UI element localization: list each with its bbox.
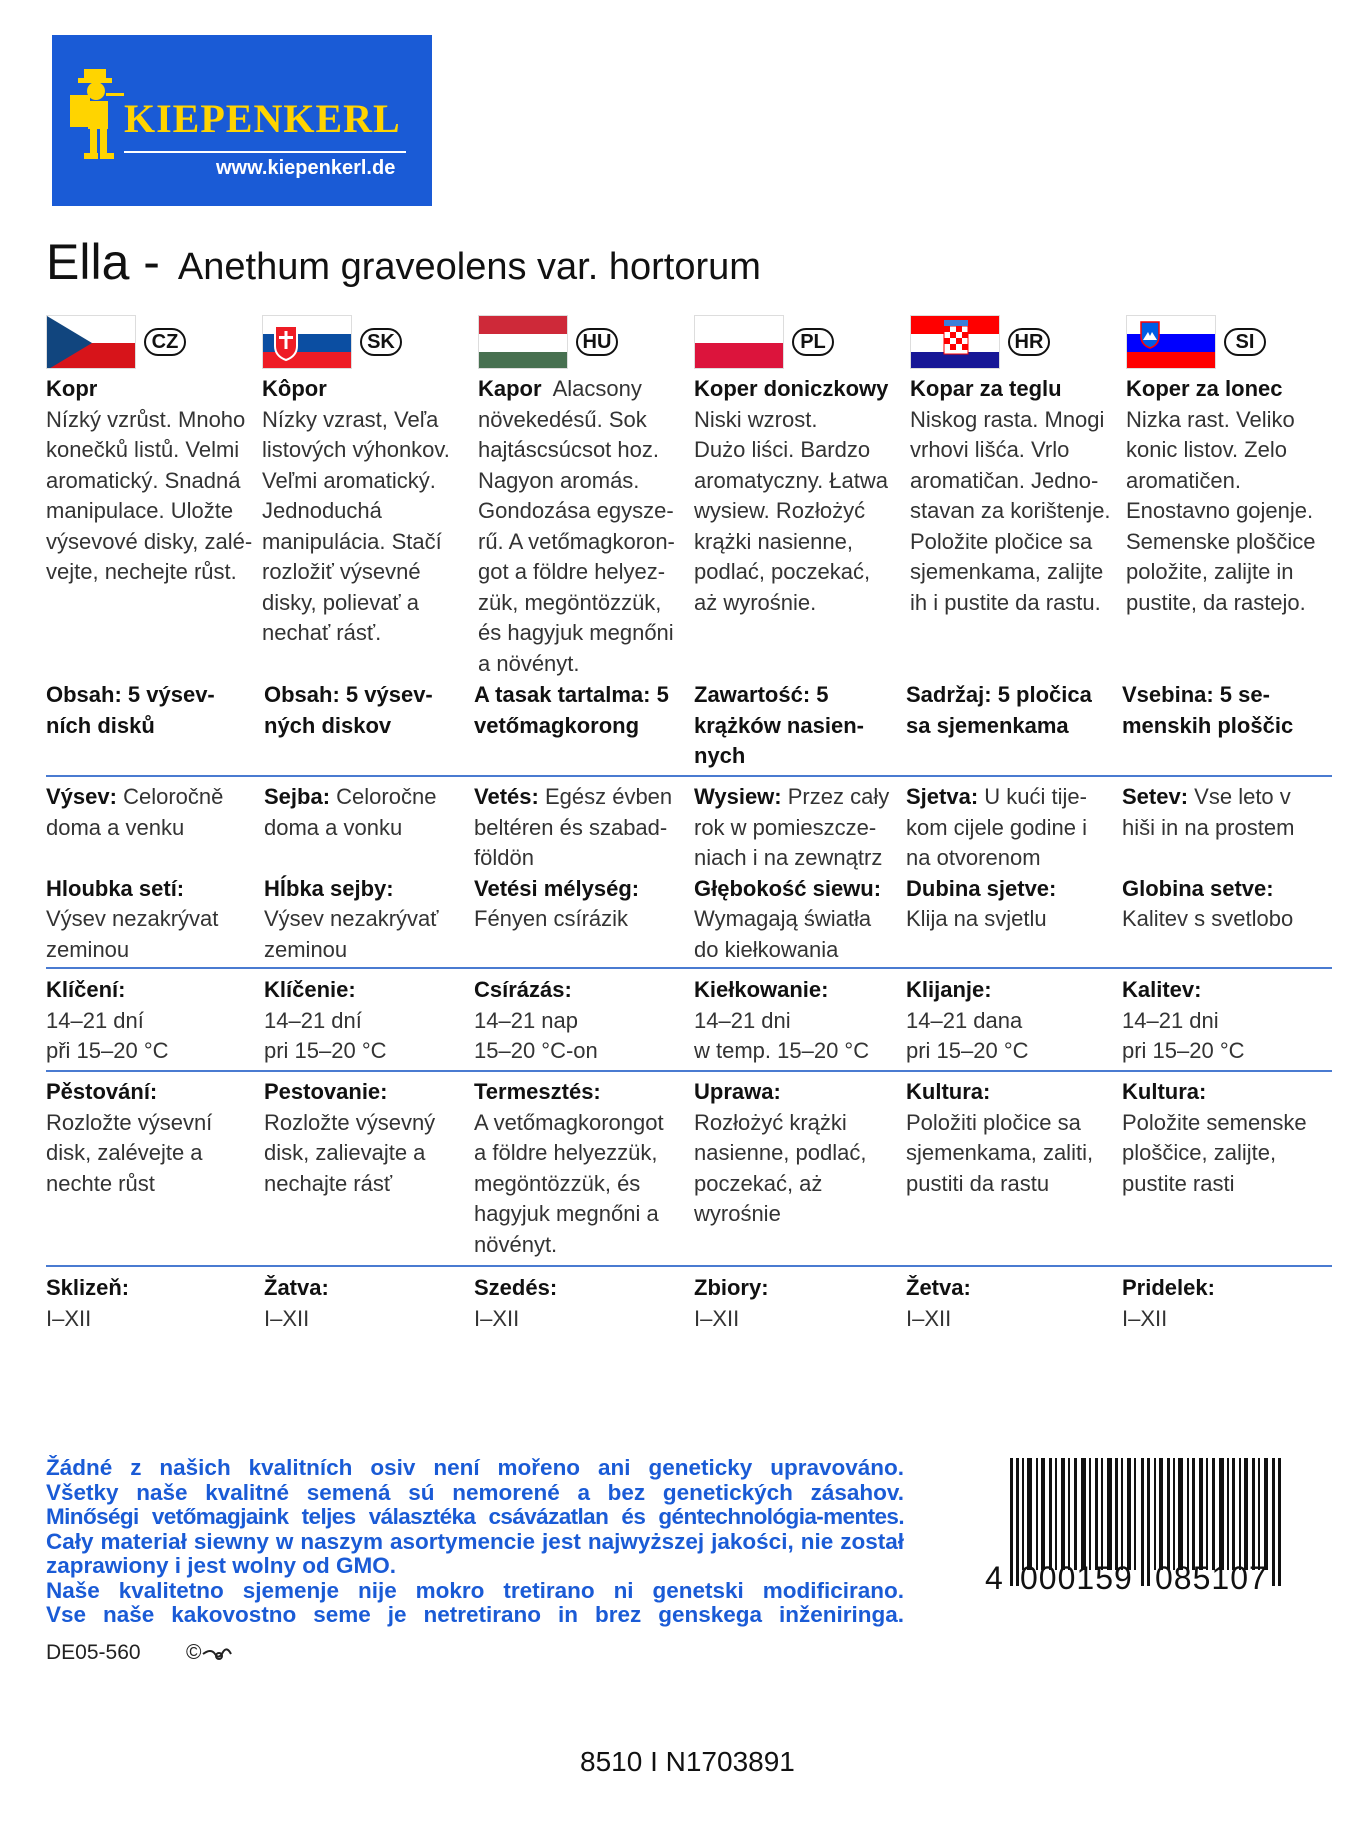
product-name-hu: Kapor bbox=[478, 376, 542, 401]
sowing-cz bbox=[46, 782, 256, 965]
cult-label: Termesztés: bbox=[474, 1079, 601, 1104]
harv-text: I–XII bbox=[474, 1305, 520, 1331]
depth-text: Fényen csírázik bbox=[474, 906, 629, 931]
sow-text: földön bbox=[474, 845, 534, 870]
desc-line: zük, megöntözzük, bbox=[478, 589, 662, 615]
desc-line: vejte, nechejte růst. bbox=[46, 559, 237, 584]
cultivation-hu bbox=[474, 1077, 664, 1260]
depth-label: Hĺbka sejby: bbox=[264, 875, 394, 901]
cult-text: poczekać, aż bbox=[694, 1170, 823, 1196]
content-line: vetőmagkorong bbox=[474, 712, 640, 738]
cult-label: Uprawa: bbox=[694, 1079, 781, 1104]
sow-label: Sjetva: bbox=[906, 784, 979, 809]
country-code-hu: HU bbox=[576, 328, 618, 356]
sow-label: Setev: bbox=[1122, 784, 1189, 809]
germ-text: 14–21 dní bbox=[264, 1007, 362, 1033]
desc-line: és hagyjuk megnőni bbox=[478, 620, 674, 645]
copyright-mark bbox=[186, 1641, 235, 1665]
desc-line: aromatičan. Jedno- bbox=[910, 467, 1099, 493]
cult-label: Kultura: bbox=[906, 1079, 991, 1104]
cult-text: sjemenkama, zaliti, bbox=[906, 1140, 1094, 1165]
product-name-cz: Kopr bbox=[46, 376, 98, 401]
product-name-si: Koper za lonec bbox=[1126, 376, 1283, 401]
germination-si bbox=[1122, 975, 1245, 1067]
content-line: sa sjemenkama bbox=[906, 712, 1069, 738]
product-name-sk: Kôpor bbox=[262, 376, 327, 401]
desc-line: aż wyrośnie. bbox=[694, 589, 817, 615]
sowing-hr bbox=[906, 782, 1121, 935]
variety-name: Ella - bbox=[46, 234, 160, 290]
desc-line: Nagyon aromás. bbox=[478, 467, 640, 493]
divider-4 bbox=[46, 1265, 1332, 1267]
harvest-si bbox=[1122, 1273, 1215, 1334]
barcode-digits-right: 085107 bbox=[1155, 1560, 1268, 1596]
cult-text: a földre helyezzük, bbox=[474, 1140, 658, 1165]
article-code: DE05-560 bbox=[46, 1641, 141, 1664]
desc-line: got a földre helyez- bbox=[478, 559, 666, 584]
desc-line: aromatický. Snadná bbox=[46, 467, 241, 493]
sow-text: na otvorenom bbox=[906, 845, 1041, 870]
cultivation-hr bbox=[906, 1077, 1093, 1199]
sowing-si bbox=[1122, 782, 1337, 935]
cultivation-si bbox=[1122, 1077, 1307, 1199]
desc-line: Gondozása egysze- bbox=[478, 498, 674, 523]
content-line: Obsah: 5 výsev- bbox=[264, 682, 433, 707]
content-line: Obsah: 5 výsev- bbox=[46, 682, 215, 707]
sowing-hu bbox=[474, 782, 689, 935]
desc-line: stavan za korištenje. bbox=[910, 498, 1111, 523]
content-line: menskih ploščic bbox=[1122, 712, 1294, 738]
germ-text: při 15–20 °C bbox=[46, 1038, 169, 1063]
hungarian-flag bbox=[478, 315, 568, 369]
desc-line: aromatyczny. Łatwa bbox=[694, 467, 889, 493]
content-hr bbox=[906, 680, 1092, 741]
desc-line: konečků listů. Velmi bbox=[46, 437, 240, 462]
description-si bbox=[1126, 374, 1336, 618]
desc-line: pustite, da rastejo. bbox=[1126, 589, 1306, 615]
harv-label: Žatva: bbox=[264, 1275, 329, 1300]
divider-1 bbox=[46, 775, 1332, 777]
germ-text: 14–21 dana bbox=[906, 1007, 1023, 1033]
germ-text: 15–20 °C-on bbox=[474, 1038, 598, 1063]
germ-label: Kiełkowanie: bbox=[694, 977, 829, 1002]
cult-text: Položiti pločice sa bbox=[906, 1109, 1081, 1135]
depth-text: Výsev nezakrývat bbox=[46, 906, 219, 931]
sow-text: doma a venku bbox=[46, 814, 185, 840]
sow-text: beltéren és szabad- bbox=[474, 814, 668, 840]
desc-line: Jednoduchá bbox=[262, 498, 382, 523]
desc-line: krążki nasienne, bbox=[694, 528, 853, 554]
germ-text: pri 15–20 °C bbox=[906, 1038, 1029, 1063]
germination-cz bbox=[46, 975, 169, 1067]
germination-sk bbox=[264, 975, 387, 1067]
sow-label: Sejba: bbox=[264, 784, 331, 809]
sow-label: Výsev: bbox=[46, 784, 117, 809]
desc-line: Niski wzrost. bbox=[694, 406, 818, 432]
desc-line: aromatičen. bbox=[1126, 467, 1241, 493]
cult-label: Pěstování: bbox=[46, 1079, 158, 1104]
content-pl bbox=[694, 680, 864, 772]
harvest-cz bbox=[46, 1273, 129, 1334]
product-name-hr: Kopar za teglu bbox=[910, 376, 1062, 401]
cult-label: Pestovanie: bbox=[264, 1079, 388, 1104]
divider-2 bbox=[46, 967, 1332, 969]
desc-line: vrhovi lišća. Vrlo bbox=[910, 437, 1070, 462]
sow-text: Egész évben bbox=[544, 784, 673, 809]
notice-line: Vse naše kakovostno seme je netretirano in brez genskega inženiringa. bbox=[46, 1602, 904, 1627]
depth-label: Głębokość siewu: bbox=[694, 875, 882, 901]
cult-text: Rozložte výsevný bbox=[264, 1109, 436, 1135]
germ-label: Klijanje: bbox=[906, 977, 992, 1002]
country-code-hr: HR bbox=[1008, 328, 1050, 356]
harv-text: I–XII bbox=[694, 1305, 740, 1331]
desc-line: Položite pločice sa bbox=[910, 528, 1093, 554]
germ-text: 14–21 dni bbox=[694, 1007, 791, 1033]
content-line: Sadržaj: 5 pločica bbox=[906, 682, 1092, 707]
depth-label: Vetési mélység: bbox=[474, 875, 640, 901]
notice-line: Naše kvalitetno sjemenje nije mokro tretirano ni genetski modificirano. bbox=[46, 1577, 904, 1603]
harvest-sk bbox=[264, 1273, 329, 1334]
depth-text: zeminou bbox=[46, 936, 130, 962]
brand-name: KIEPENKERL bbox=[124, 96, 401, 141]
content-line: nych bbox=[694, 743, 746, 768]
description-sk bbox=[262, 374, 472, 649]
notice-line: Cały materiał siewny w naszym asortymencie jest najwyższej jakości, nie został bbox=[46, 1528, 904, 1554]
content-line: krążków nasien- bbox=[694, 712, 864, 738]
sow-label: Wysiew: bbox=[694, 784, 782, 809]
desc-line: sjemenkama, zalijte bbox=[910, 559, 1104, 584]
slovenian-flag bbox=[1126, 315, 1216, 369]
description-pl bbox=[694, 374, 904, 618]
logo-divider bbox=[124, 151, 406, 153]
sow-text: rok w pomieszcze- bbox=[694, 814, 877, 840]
signature-icon bbox=[201, 1644, 235, 1662]
desc-line: wysiew. Rozłożyć bbox=[694, 498, 866, 523]
content-sk bbox=[264, 680, 433, 741]
harvest-pl bbox=[694, 1273, 769, 1334]
desc-line: disky, polievať a bbox=[262, 589, 420, 615]
desc-line: Dużo liści. Bardzo bbox=[694, 437, 871, 462]
cult-text: pustite rasti bbox=[1122, 1170, 1235, 1196]
latin-name: Anethum graveolens var. hortorum bbox=[177, 246, 761, 288]
notice-line: Žádné z našich kvalitních osiv není mořeno ani geneticky upravováno. bbox=[46, 1455, 904, 1480]
product-name-pl: Koper doniczkowy bbox=[694, 376, 889, 401]
harvest-hr bbox=[906, 1273, 971, 1334]
content-line: Zawartość: 5 bbox=[694, 682, 829, 707]
content-cz bbox=[46, 680, 215, 741]
harv-text: I–XII bbox=[264, 1305, 310, 1331]
country-code-cz: CZ bbox=[144, 328, 186, 356]
barcode-digits-left: 000159 bbox=[1020, 1560, 1133, 1596]
desc-line: nechať rásť. bbox=[262, 620, 382, 645]
sow-text: Vse leto v bbox=[1194, 784, 1291, 809]
description-hu bbox=[478, 374, 688, 679]
cult-label: Kultura: bbox=[1122, 1079, 1207, 1104]
cult-text: A vetőmagkorongot bbox=[474, 1109, 664, 1135]
desc-line: konic listov. Zelo bbox=[1126, 437, 1287, 462]
germination-hu bbox=[474, 975, 598, 1067]
country-code-sk: SK bbox=[360, 328, 402, 356]
sow-text: kom cijele godine i bbox=[906, 814, 1087, 840]
germ-text: 14–21 dní bbox=[46, 1007, 144, 1033]
germ-label: Klíčení: bbox=[46, 977, 126, 1002]
desc-line: podlać, poczekać, bbox=[694, 559, 871, 584]
harv-text: I–XII bbox=[1122, 1305, 1168, 1331]
depth-label: Globina setve: bbox=[1122, 875, 1274, 901]
desc-line: ih i pustite da rastu. bbox=[910, 589, 1101, 615]
desc-line: manipulace. Uložte bbox=[46, 498, 234, 523]
harv-label: Pridelek: bbox=[1122, 1275, 1215, 1300]
depth-text: Kalitev s svetlobo bbox=[1122, 906, 1294, 931]
cult-text: Položite semenske bbox=[1122, 1109, 1307, 1135]
sow-label: Vetés: bbox=[474, 784, 539, 809]
print-code: 8510 I N1703891 bbox=[580, 1746, 795, 1777]
cult-text: nechte růst bbox=[46, 1170, 155, 1196]
depth-text: Wymagają światła bbox=[694, 906, 872, 931]
depth-label: Dubina sjetve: bbox=[906, 875, 1057, 901]
desc-line: a növényt. bbox=[478, 650, 580, 676]
germ-text: pri 15–20 °C bbox=[1122, 1038, 1245, 1063]
sow-text: U kući tije- bbox=[984, 784, 1087, 809]
polish-flag bbox=[694, 315, 784, 369]
sow-text: doma a vonku bbox=[264, 814, 403, 840]
desc-line: manipulácia. Stačí bbox=[262, 528, 442, 554]
depth-text: zeminou bbox=[264, 936, 348, 962]
desc-line: Enostavno gojenje. bbox=[1126, 498, 1314, 523]
sowing-pl bbox=[694, 782, 909, 965]
sow-text: niach i na zewnątrz bbox=[694, 845, 883, 870]
content-line: ných diskov bbox=[264, 712, 392, 738]
germination-hr bbox=[906, 975, 1029, 1067]
cult-text: wyrośnie bbox=[694, 1201, 781, 1226]
country-code-pl: PL bbox=[792, 328, 834, 356]
sow-text: Przez cały bbox=[787, 784, 890, 809]
divider-3 bbox=[46, 1070, 1332, 1072]
harv-label: Szedés: bbox=[474, 1275, 558, 1300]
cult-text: Rozložte výsevní bbox=[46, 1109, 213, 1135]
desc-line: rű. A vetőmagkoron- bbox=[478, 528, 675, 554]
desc-line: výsevové disky, zalé- bbox=[46, 528, 253, 554]
sowing-sk bbox=[264, 782, 474, 965]
harv-label: Sklizeň: bbox=[46, 1275, 130, 1300]
desc-line: Alacsony bbox=[552, 376, 642, 401]
cult-text: megöntözzük, és bbox=[474, 1170, 641, 1196]
description-hr bbox=[910, 374, 1120, 618]
cult-text: ploščice, zalijte, bbox=[1122, 1140, 1277, 1165]
description-cz bbox=[46, 374, 256, 588]
notice-line: Všetky naše kvalitné semená sú nemorené a bez genetických zásahov. bbox=[46, 1479, 904, 1505]
cultivation-cz bbox=[46, 1077, 212, 1199]
desc-line: Nízky vzrast, Veľa bbox=[262, 406, 439, 432]
cult-text: Rozłożyć krążki bbox=[694, 1109, 847, 1135]
cult-text: hagyjuk megnőni a bbox=[474, 1201, 659, 1226]
cult-text: növényt. bbox=[474, 1231, 558, 1257]
cult-text: nasienne, podlać, bbox=[694, 1140, 867, 1165]
desc-line: položite, zalijte in bbox=[1126, 559, 1294, 584]
sow-text: Celoročne bbox=[336, 784, 437, 809]
germ-text: 14–21 nap bbox=[474, 1007, 578, 1033]
harv-label: Zbiory: bbox=[694, 1275, 769, 1300]
cult-text: nechajte rásť bbox=[264, 1170, 393, 1196]
germination-pl bbox=[694, 975, 869, 1067]
cultivation-sk bbox=[264, 1077, 435, 1199]
brand-url: www.kiepenkerl.de bbox=[216, 157, 396, 179]
product-title bbox=[46, 233, 761, 291]
desc-line: Nizka rast. Veliko bbox=[1126, 406, 1295, 432]
harv-text: I–XII bbox=[46, 1305, 92, 1331]
desc-line: Niskog rasta. Mnogi bbox=[910, 406, 1105, 432]
desc-line: hajtáscsúcsot hoz. bbox=[478, 437, 659, 462]
cultivation-pl bbox=[694, 1077, 866, 1230]
copyright-symbol: © bbox=[186, 1641, 202, 1664]
harvest-hu bbox=[474, 1273, 557, 1334]
depth-text: Klija na svjetlu bbox=[906, 906, 1047, 931]
germ-text: pri 15–20 °C bbox=[264, 1038, 387, 1063]
kiepenkerl-logo bbox=[52, 35, 432, 206]
desc-line: növekedésű. Sok bbox=[478, 406, 647, 432]
desc-line: Semenske ploščice bbox=[1126, 528, 1316, 554]
desc-line: rozložiť výsevné bbox=[262, 559, 421, 584]
content-line: Vsebina: 5 se- bbox=[1122, 682, 1270, 707]
germ-text: 14–21 dni bbox=[1122, 1007, 1219, 1033]
content-si bbox=[1122, 680, 1293, 741]
harv-text: I–XII bbox=[906, 1305, 952, 1331]
depth-label: Hloubka setí: bbox=[46, 875, 185, 901]
notice-line: Minőségi vetőmagjaink teljes választéka csávázatlan és géntechnológia-mentes. bbox=[46, 1504, 904, 1529]
desc-line: Veľmi aromatický. bbox=[262, 467, 436, 493]
content-hu bbox=[474, 680, 669, 741]
germ-label: Csírázás: bbox=[474, 977, 572, 1002]
germ-label: Kalitev: bbox=[1122, 977, 1202, 1002]
harv-label: Žetva: bbox=[906, 1275, 971, 1300]
cult-text: disk, zalievajte a bbox=[264, 1140, 426, 1165]
czech-flag bbox=[46, 315, 136, 369]
desc-line: listových výhonkov. bbox=[262, 437, 450, 462]
germ-label: Klíčenie: bbox=[264, 977, 356, 1002]
notice-line: zaprawiony i jest wolny od GMO. bbox=[46, 1553, 397, 1578]
quality-notice bbox=[46, 1456, 904, 1628]
desc-line: Nízký vzrůst. Mnoho bbox=[46, 406, 246, 432]
cult-text: disk, zalévejte a bbox=[46, 1140, 203, 1165]
content-line: A tasak tartalma: 5 bbox=[474, 682, 669, 707]
depth-text: do kiełkowania bbox=[694, 936, 839, 962]
barcode-digit-first: 4 bbox=[985, 1560, 1003, 1596]
germ-text: w temp. 15–20 °C bbox=[694, 1038, 870, 1063]
content-line: ních disků bbox=[46, 712, 155, 738]
country-code-si: SI bbox=[1224, 328, 1266, 356]
slovak-flag bbox=[262, 315, 352, 369]
croatian-flag bbox=[910, 315, 1000, 369]
sow-text: Celoročně bbox=[123, 784, 224, 809]
cult-text: pustiti da rastu bbox=[906, 1170, 1050, 1196]
depth-text: Výsev nezakrývať bbox=[264, 906, 439, 931]
sow-text: hiši in na prostem bbox=[1122, 814, 1295, 840]
